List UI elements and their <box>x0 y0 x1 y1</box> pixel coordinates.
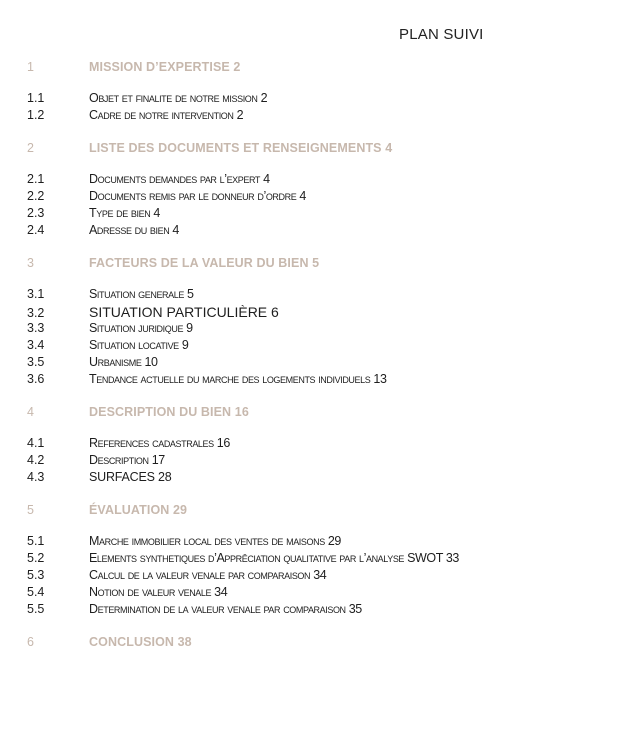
entry-number: 4.3 <box>27 470 45 484</box>
section-heading[interactable] <box>27 405 627 426</box>
entry-title: Marche immobilier local des ventes de maisons 29 <box>89 534 341 548</box>
section-number: 6 <box>27 635 35 649</box>
entry-title: Tendance actuelle du marche des logements individuels 13 <box>89 372 387 386</box>
entry-number: 3.5 <box>27 355 45 369</box>
section-heading[interactable] <box>27 503 627 524</box>
section-heading[interactable] <box>27 60 627 81</box>
toc-entry[interactable] <box>27 91 627 108</box>
entry-number: 1.1 <box>27 91 45 105</box>
entry-number: 3.2 <box>27 306 45 320</box>
entry-number: 2.3 <box>27 206 45 220</box>
entry-title: Objet et finalite de notre mission 2 <box>89 91 268 105</box>
entry-title: SITUATION PARTICULIÈRE 6 <box>89 304 279 320</box>
toc-entry[interactable] <box>27 436 627 453</box>
entry-number: 2.4 <box>27 223 45 237</box>
entry-number: 3.1 <box>27 287 45 301</box>
section-heading[interactable] <box>27 141 627 162</box>
entry-title: Urbanisme 10 <box>89 355 158 369</box>
section-number: 4 <box>27 405 35 419</box>
toc-entry[interactable] <box>27 534 627 551</box>
entry-title: Description 17 <box>89 453 165 467</box>
toc-entry[interactable] <box>27 372 627 389</box>
entry-title: Cadre de notre intervention 2 <box>89 108 244 122</box>
section-heading[interactable] <box>27 635 627 656</box>
entry-number: 3.6 <box>27 372 45 386</box>
toc-entry[interactable] <box>27 355 627 372</box>
entry-number: 2.2 <box>27 189 45 203</box>
entry-title: Elements synthetiques d’Apprêciation qualitative par l’analyse SWOT 33 <box>89 551 459 565</box>
toc-section-4 <box>27 405 627 497</box>
section-title: ÉVALUATION 29 <box>89 503 188 517</box>
entry-title: Documents demandes par l’expert 4 <box>89 172 270 186</box>
entry-title: Documents remis par le donneur d’ordre 4 <box>89 189 306 203</box>
section-title: CONCLUSION 38 <box>89 635 192 649</box>
entry-number: 3.3 <box>27 321 45 335</box>
toc-entry[interactable] <box>27 321 627 338</box>
entry-number: 5.5 <box>27 602 45 616</box>
entry-title: Situation generale 5 <box>89 287 194 301</box>
toc-section-1 <box>27 60 627 135</box>
entry-number: 1.2 <box>27 108 45 122</box>
entry-title: Notion de valeur venale 34 <box>89 585 228 599</box>
section-title: FACTEURS DE LA VALEUR DU BIEN 5 <box>89 256 320 270</box>
entry-number: 5.3 <box>27 568 45 582</box>
entry-number: 5.4 <box>27 585 45 599</box>
entry-title: Type de bien 4 <box>89 206 160 220</box>
toc-entry[interactable] <box>27 304 627 321</box>
entry-title: References cadastrales 16 <box>89 436 230 450</box>
entry-title: Determination de la valeur venale par comparaison 35 <box>89 602 362 616</box>
section-number: 5 <box>27 503 35 517</box>
section-title: MISSION D’EXPERTISE 2 <box>89 60 241 74</box>
table-of-contents <box>27 60 627 666</box>
section-number: 1 <box>27 60 35 74</box>
entry-number: 4.1 <box>27 436 45 450</box>
entry-title: Situation juridique 9 <box>89 321 193 335</box>
toc-section-3 <box>27 256 627 399</box>
toc-entry[interactable] <box>27 338 627 355</box>
toc-entry[interactable] <box>27 287 627 304</box>
toc-entry[interactable] <box>27 172 627 189</box>
entry-title: Situation locative 9 <box>89 338 189 352</box>
entry-number: 2.1 <box>27 172 45 186</box>
entry-number: 3.4 <box>27 338 45 352</box>
entry-number: 5.2 <box>27 551 45 565</box>
entry-number: 5.1 <box>27 534 45 548</box>
toc-entry[interactable] <box>27 585 627 602</box>
toc-entry[interactable] <box>27 568 627 585</box>
toc-section-2 <box>27 141 627 250</box>
entry-title: Calcul de la valeur venale par comparaison 34 <box>89 568 327 582</box>
toc-entry[interactable] <box>27 206 627 223</box>
toc-section-5 <box>27 503 627 629</box>
toc-entry[interactable] <box>27 602 627 619</box>
toc-entry[interactable] <box>27 189 627 206</box>
toc-entry[interactable] <box>27 453 627 470</box>
toc-entry[interactable] <box>27 470 627 487</box>
toc-entry[interactable] <box>27 551 627 568</box>
page-title: PLAN SUIVI <box>399 26 484 43</box>
toc-entry[interactable] <box>27 108 627 125</box>
toc-entry[interactable] <box>27 223 627 240</box>
toc-section-6 <box>27 635 627 656</box>
entry-title: Adresse du bien 4 <box>89 223 179 237</box>
entry-number: 4.2 <box>27 453 45 467</box>
section-number: 2 <box>27 141 35 155</box>
entry-title: SURFACES 28 <box>89 470 172 484</box>
section-title: DESCRIPTION DU BIEN 16 <box>89 405 249 419</box>
section-title: LISTE DES DOCUMENTS ET RENSEIGNEMENTS 4 <box>89 141 393 155</box>
section-number: 3 <box>27 256 35 270</box>
section-heading[interactable] <box>27 256 627 277</box>
